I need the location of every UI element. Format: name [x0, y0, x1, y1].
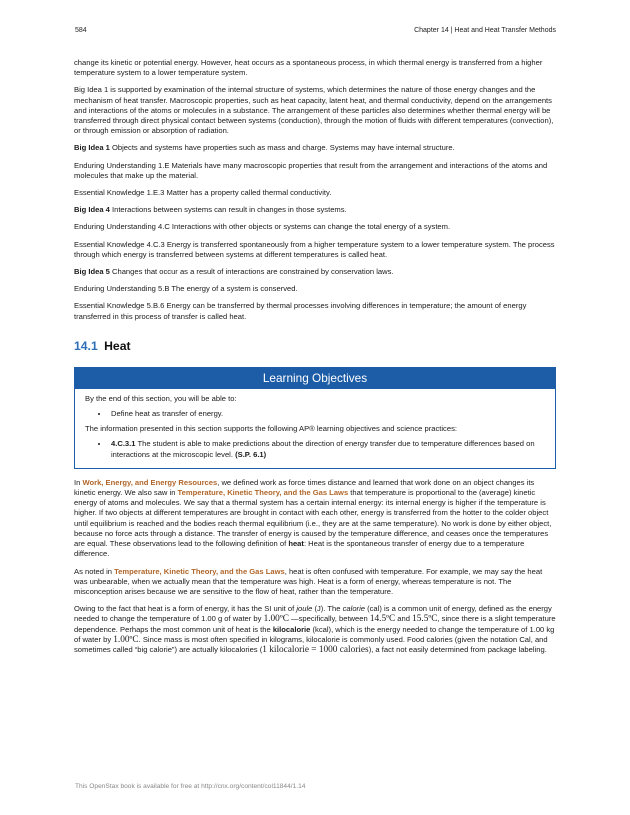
section-title: Heat	[104, 338, 131, 353]
term-heat: heat	[288, 539, 304, 549]
enduring-understanding-5b: Enduring Understanding 5.B The energy of a system is conserved.	[74, 284, 298, 294]
text-run: (J). The	[312, 604, 343, 614]
essential-knowledge-5b6: Essential Knowledge 5.B.6 Energy can be transferred by thermal processes involving differences in temperature; the amount of energy transferred in this process of transfer is called heat.	[74, 301, 527, 321]
body-paragraph-3	[74, 604, 556, 655]
math-5: 1 kilocalorie = 1000 calories	[262, 644, 369, 655]
big-idea-5	[74, 267, 556, 277]
ap-objective-item	[109, 439, 545, 459]
term-kilocalorie: kilocalorie	[272, 624, 311, 634]
text-run: ), a fact not easily determined from package labeling.	[368, 644, 547, 654]
link-work-energy[interactable]: Work, Energy, and Energy Resources	[82, 477, 218, 487]
learning-objectives-box	[74, 367, 556, 469]
learning-objectives-body	[75, 389, 555, 468]
objective-item: • Define heat as transfer of energy.	[109, 409, 545, 419]
section-heading	[74, 339, 556, 354]
big-idea-1-paragraph: Big Idea 1 is supported by examination of the internal structure of systems, which determines the nature of those energy changes and the mechanism of heat transfer. Macroscopic properties, such as heat capacity, latent heat, and thermal conductivity, depend on the arrangements and interactions of the atoms or molecules in a substance. The arrangement of these particles also determines whether thermal energy will be transferred through direct physical contact between systems (conduction), through the motion of fluids with different temperatures (convection), or through emission or absorption of radiation.	[74, 85, 554, 136]
big-idea-1-text: Objects and systems have properties such as mass and charge. Systems may have internal structure.	[109, 143, 455, 153]
learning-objectives-title: Learning Objectives	[75, 368, 555, 389]
objectives-list	[85, 409, 545, 419]
intro-paragraph: change its kinetic or potential energy. However, heat occurs as a spontaneous process, in which thermal energy is transferred from a higher temperature system to a lower temperature system.	[74, 58, 543, 78]
ap-objective-code: 4.C.3.1	[111, 439, 136, 449]
text-run: (kcal), which is the energy needed to change the temperature of 1.00 kg of water by	[74, 624, 555, 644]
ap-objective-text: The student is able to make predictions about the direction of energy transfer due to temperature differences based on interactions at the microscopic level.	[111, 439, 535, 459]
enduring-understanding-1e: Enduring Understanding 1.E Materials have many macroscopic properties that result from the arrangement and interactions of the atoms and molecules that make up the material.	[74, 160, 548, 180]
text-run: Owing to the fact that heat is a form of energy, it has the SI unit of	[74, 604, 297, 614]
page-footer: This OpenStax book is available for free at http://cnx.org/content/col11844/1.14	[75, 783, 306, 790]
big-idea-4-label: Big Idea 4	[74, 205, 110, 215]
page-content	[74, 58, 556, 662]
link-temperature-kinetic-theory[interactable]: Temperature, Kinetic Theory, and the Gas Laws	[177, 488, 349, 498]
text-run: (cal) is a common unit of energy, defined as the energy needed to change the temperature of 1.00 g of water by	[74, 604, 552, 624]
page-number: 584	[75, 27, 87, 34]
text-run: —specifically, between	[288, 614, 370, 624]
objectives-intro: By the end of this section, you will be able to:	[85, 393, 237, 403]
text-run: that temperature is proportional to the (average) kinetic energy of atoms and molecules. We say that a thermal system has a certain internal energy: its internal energy is higher if the temperature is higher. If two objects at different temperatures are brought in contact with each other, energy is transferred from the hotter to the colder object until equilibrium is reached and the bodies reach thermal equilibrium (i.e., they are at the same temperature). No work is done by either object, because no force acts through a distance. The transfer of energy is caused by the temperature difference, and ceases once the temperatures are equal. These observations lead to the following definition of	[74, 488, 552, 549]
math-4: 1.00ºC	[113, 634, 139, 645]
text-run: , since there is a slight temperature dependence. Perhaps the most common unit of heat is the	[74, 614, 556, 634]
link-temperature-kinetic-theory-2[interactable]: Temperature, Kinetic Theory, and the Gas Laws	[114, 566, 285, 576]
math-2: 14.5ºC	[369, 614, 396, 625]
body-paragraph-2	[74, 567, 556, 598]
text-run: , heat is often confused with temperature. For example, we may say the heat was unbearable, when we actually mean that the temperature was high. Heat is a form of energy, whereas temperature is not. The misconception arises because we are sensitive to the flow of heat, rather than the temperature.	[74, 566, 543, 596]
big-idea-1	[74, 143, 556, 153]
ap-objectives-intro: The information presented in this section supports the following AP® learning objectives and science practices:	[85, 424, 457, 434]
chapter-header: Chapter 14 | Heat and Heat Transfer Methods	[414, 27, 556, 34]
essential-knowledge-4c3: Essential Knowledge 4.C.3 Energy is transferred spontaneously from a higher temperature system to a lower temperature system. The process through which energy is transferred between systems at different temperatures is called heat.	[74, 239, 555, 259]
text-run: As noted in	[74, 566, 115, 576]
body-paragraph-1	[74, 478, 556, 560]
enduring-understanding-4c: Enduring Understanding 4.C Interactions with other objects or systems can change the total energy of a system.	[74, 222, 451, 232]
math-1: 1.00ºC	[263, 614, 289, 625]
ap-objectives-list	[85, 439, 545, 459]
term-calorie: calorie	[342, 604, 365, 614]
text-run: and	[395, 614, 413, 624]
big-idea-5-text: Changes that occur as a result of interactions are constrained by conservation laws.	[109, 267, 394, 277]
section-number: 14.1	[74, 338, 98, 353]
text-run: . Since mass is most often specified in kilograms, kilocalorie is commonly used. Food calories (given the notation Cal, and sometimes called “big calorie”) are actually kilocalories (	[74, 634, 548, 654]
big-idea-5-label: Big Idea 5	[74, 267, 110, 277]
text-run: In	[74, 477, 83, 487]
math-3: 15.5ºC	[412, 614, 438, 625]
text-run: , we defined work as force times distance and learned that work done on an object changes its kinetic energy. We also saw in	[74, 477, 535, 498]
essential-knowledge-1e3: Essential Knowledge 1.E.3 Matter has a property called thermal conductivity.	[74, 188, 332, 198]
big-idea-4-text: Interactions between systems can result in changes in those systems.	[109, 205, 347, 215]
ap-science-practice: (S.P. 6.1)	[235, 449, 267, 459]
text-run: : Heat is the spontaneous transfer of energy due to a temperature difference.	[74, 539, 525, 559]
term-joule: joule	[296, 604, 313, 614]
big-idea-4	[74, 205, 556, 215]
big-idea-1-label: Big Idea 1	[74, 143, 110, 153]
